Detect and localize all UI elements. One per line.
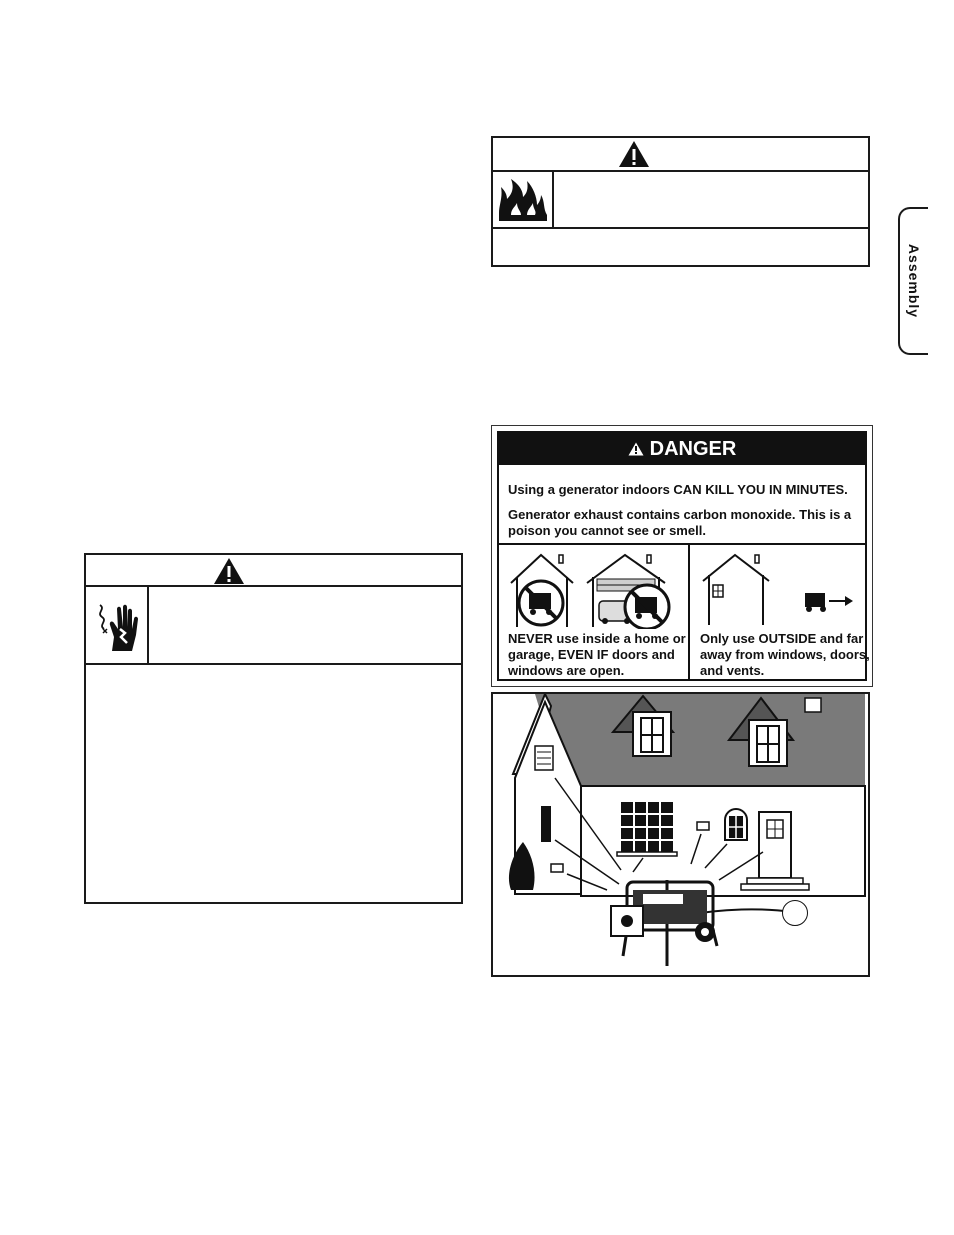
fire-warning-box	[491, 136, 870, 267]
callout-marker	[782, 900, 808, 926]
shock-warning-box	[84, 553, 463, 904]
no-indoor-generator-icon	[507, 549, 679, 629]
warning-triangle-icon	[213, 557, 245, 585]
panel-right-text: Only use OUTSIDE and far away from windows, doors, and vents.	[700, 631, 870, 678]
house-illustration	[493, 694, 870, 977]
danger-line-1: Using a generator indoors CAN KILL YOU IN MINUTES.	[508, 482, 848, 497]
panel-left-text: NEVER use inside a home or garage, EVEN IF doors and windows are open.	[508, 631, 686, 678]
generator-placement-illustration	[491, 692, 870, 977]
danger-label	[491, 425, 873, 687]
section-tab-label: Assembly	[906, 243, 922, 319]
warning-triangle-icon	[618, 140, 650, 168]
warning-triangle-icon	[628, 442, 644, 456]
danger-header	[499, 433, 865, 465]
electric-shock-icon	[94, 599, 142, 653]
danger-line-2: Generator exhaust contains carbon monoxide. This is a poison you cannot see or smell.	[508, 507, 852, 538]
fire-icon	[497, 175, 549, 223]
outdoor-generator-icon	[699, 549, 867, 629]
section-tab-assembly[interactable]	[898, 207, 928, 355]
danger-title: DANGER	[649, 437, 737, 460]
